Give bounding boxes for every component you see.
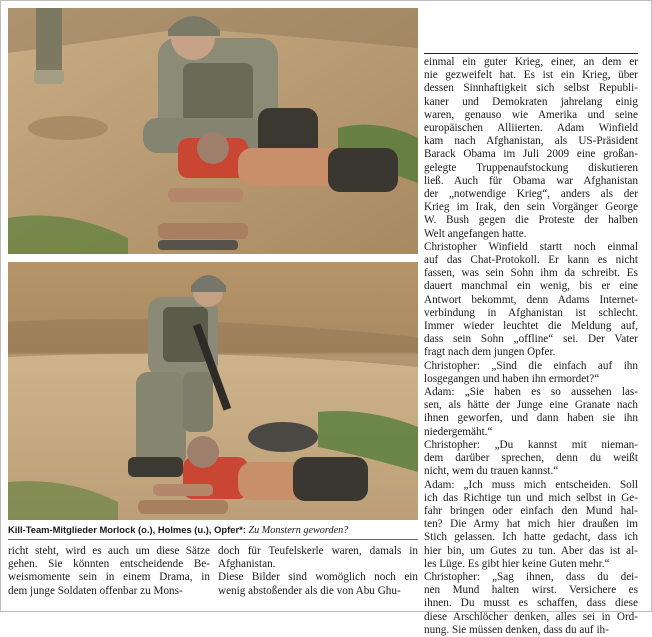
text-line: europäischen Alliierten. Adam Winfield (424, 122, 638, 135)
text-line: ihnen geworfen, und dann haben sie ihn (424, 412, 638, 425)
text-line: Barack Obama im Juli 2009 eine großan- (424, 148, 638, 161)
text-line: der „notwendige Krieg“, anders als der (424, 188, 638, 201)
text-line: dessen Sinnhaftigkeit sich selbst Republi- (424, 82, 638, 95)
text-line: ihnen. Du musst es schaffen, dass diese (424, 597, 638, 610)
article-bottom-middle-column (218, 545, 418, 598)
text-line: Christopher: „Sind die einfach auf ihn (424, 359, 638, 372)
photo-top (8, 8, 418, 254)
text-line: doch für Teufelskerle waren, damals in (218, 545, 418, 557)
text-line: Christopher Winfield startt noch einmal (424, 240, 638, 253)
text-line: W. Bush gegen die Proteste der halben (424, 214, 638, 227)
text-line: losgegangen und haben ihn ermordet?“ (424, 372, 600, 385)
text-line: les Lüge. Es gibt hier keine Guten mehr.“ (424, 557, 610, 570)
text-line: einmal ein guter Krieg, einer, an dem er (424, 56, 638, 68)
text-line: gelegte Truppenaufstockung diskutieren (424, 161, 638, 174)
text-line: Welt angefangen hatte. (424, 227, 527, 240)
text-line: nicht, wem du trauen kannst.“ (424, 465, 559, 478)
text-line: kaner und Demokraten jahrelang einig (424, 95, 638, 108)
photo-bottom (8, 262, 418, 520)
text-line: dem darüber sprechen, denn du weißt (424, 452, 638, 465)
text-line: weismomente sein in einem Drama, in (8, 571, 210, 584)
photo-caption (8, 524, 418, 537)
text-line: fahr bringen oder einfach den Mund hal- (424, 504, 638, 517)
text-line: nen Mund halten wirst. Versichere es (424, 584, 638, 597)
text-line: nung. Sie müssen denken, dass du auf ih- (424, 623, 609, 636)
text-line: ließ. Auch für Obama war Afghanistan (424, 174, 638, 187)
text-line: fragt nach dem jungen Opfer. (424, 346, 556, 359)
text-line: verbindung in Afghanistan ist schlecht. (424, 306, 638, 319)
text-line: Christopher: „Sag ihnen, dass du dei- (424, 570, 638, 583)
text-line: fassen, was sein Sohn ihm da schreibt. Es (424, 267, 638, 280)
column-top-rule (424, 53, 638, 54)
text-line: kam nach Afghanistan, als US-Präsident (424, 135, 638, 148)
text-line: Adam: „Sie haben es so aussehen las- (424, 386, 638, 399)
text-line: Krieg im Irak, den sein Vorgänger George (424, 201, 638, 214)
article-bottom-left-column (8, 545, 210, 598)
text-line: Immer wieder leuchtet die Meldung auf, (424, 320, 638, 333)
text-line: wenig abstoßender als die von Abu Ghu- (218, 584, 401, 597)
article-right-column (424, 56, 638, 637)
text-line: gehen. Sie könnten entscheidende Be- (8, 558, 210, 571)
text-line: sen, als hätte der Junge eine Granate nach (424, 399, 638, 412)
caption-quote: Zu Monstern geworden? (248, 525, 349, 536)
text-line: Afghanistan. (218, 558, 276, 571)
text-line: auf das Chat-Protokoll. Er kann es nicht (424, 254, 638, 267)
text-line: dauert manchmal ein wenig, bis er eine (424, 280, 638, 293)
text-line: Diese Bilder sind womöglich noch ein (218, 571, 418, 584)
text-line: niedergemäht.“ (424, 425, 493, 438)
text-line: dem junge Soldaten offenbar zu Mons- (8, 584, 183, 597)
text-line: Antwort bekommt, denn Adams Internet- (424, 293, 638, 306)
photo-top-scene (8, 8, 418, 254)
text-line: Adam: „Ich muss mich entscheiden. Soll (424, 478, 638, 491)
text-line: dass sein Sohn „offline“ sei. Der Vater (424, 333, 638, 346)
text-line: waren, genauso wie Amerika und seine (424, 108, 638, 121)
text-line: richt steht, wird es auch um diese Sätze (8, 545, 210, 557)
caption-rule (8, 539, 418, 540)
text-line: ich das Richtige tun und mich selbst in Ge- (424, 491, 638, 504)
text-line: Stich gelassen. Ich hatte gedacht, dass ich (424, 531, 638, 544)
text-line: nie gezweifelt hat. Es ist ein Krieg, über (424, 69, 638, 82)
text-line: ten? Die Army hat mich hier draußen im (424, 518, 638, 531)
text-line: Christopher: „Du kannst mit nieman- (424, 438, 638, 451)
photo-bottom-scene (8, 262, 418, 520)
text-line: hier bin, um Gutes zu tun. Aber das ist al- (424, 544, 638, 557)
text-line: diese Arschlöcher denken, alles sei in Ord- (424, 610, 638, 623)
caption-credit: Kill-Team-Mitglieder Morlock (o.), Holmes (u.), Opfer*: (8, 524, 246, 535)
